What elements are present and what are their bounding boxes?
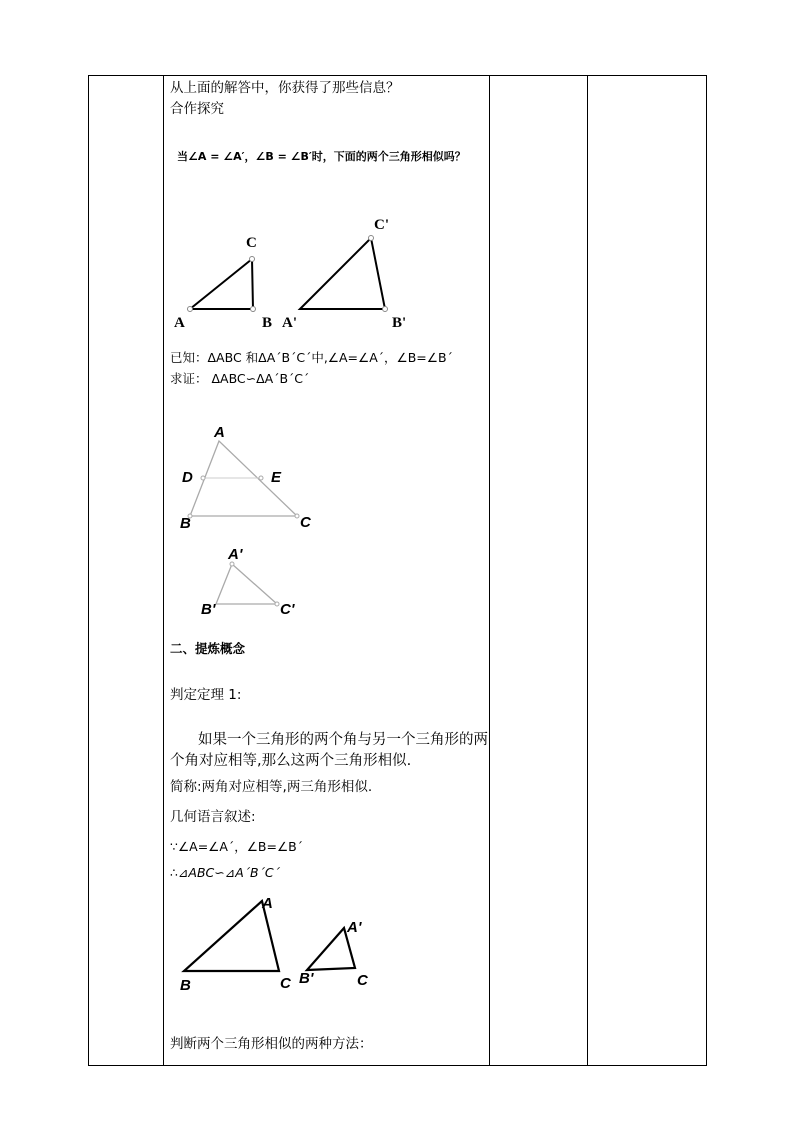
theorem-title: 判定定理 1:: [170, 687, 242, 703]
label-c: C: [300, 514, 311, 531]
similar-triangles-figure-2: [170, 420, 340, 625]
label-a: A: [262, 895, 273, 912]
triangle-abc: [190, 259, 253, 309]
label-a-prime: A': [347, 919, 362, 936]
label-d: D: [182, 469, 193, 486]
label-e: E: [271, 469, 282, 486]
label-b: B: [262, 315, 273, 331]
because-statement: ∵∠A=∠A´，∠B=∠B´: [170, 839, 303, 854]
label-b-prime: B': [201, 601, 216, 618]
prompt-text: 当∠A = ∠A′，∠B = ∠B′时，下面的两个三角形相似吗？: [177, 150, 466, 163]
label-a: A: [174, 315, 185, 331]
label-c-prime: C': [280, 601, 295, 618]
similar-triangles-figure-3: [170, 890, 390, 1000]
label-c-prime: C': [374, 217, 389, 233]
label-c: C: [280, 975, 291, 992]
similar-triangles-figure-1: [160, 210, 420, 335]
prove-text: 求证： ΔABC∽ΔA´B´C´: [170, 371, 310, 386]
question-text: 从上面的解答中，你获得了那些信息？: [170, 80, 400, 96]
known-text: 已知：ΔABC 和ΔA´B´C´中,∠A=∠A´，∠B=∠B´: [170, 350, 453, 365]
label-b-prime: B': [299, 970, 314, 987]
triangle-a2b2c2: [300, 238, 385, 309]
coop-heading: 合作探究: [170, 101, 224, 117]
label-b: B: [180, 977, 191, 994]
theorem-line-2: 个角对应相等,那么这两个三角形相似.: [170, 753, 412, 769]
label-a: A: [214, 424, 225, 441]
theorem-line-1: 如果一个三角形的两个角与另一个三角形的两: [198, 732, 488, 748]
short-form-text: 简称:两角对应相等,两三角形相似.: [170, 779, 373, 795]
label-b-prime: B': [392, 315, 407, 331]
label-b: B: [180, 515, 191, 532]
geometric-language-label: 几何语言叙述:: [170, 809, 256, 825]
section-heading: 二、提炼概念: [170, 641, 246, 656]
label-c: C: [246, 235, 257, 251]
methods-text: 判断两个三角形相似的两种方法：: [170, 1036, 373, 1052]
triangle-a2b2c2-small: [216, 564, 277, 604]
column-divider-2: [489, 76, 490, 1065]
therefore-statement: ∴⊿ABC∽⊿A´B´C´: [170, 865, 280, 880]
label-a-prime: A': [282, 315, 297, 331]
label-a-prime: A': [228, 546, 243, 563]
label-c-prime: C: [357, 972, 368, 989]
column-divider-3: [587, 76, 588, 1065]
